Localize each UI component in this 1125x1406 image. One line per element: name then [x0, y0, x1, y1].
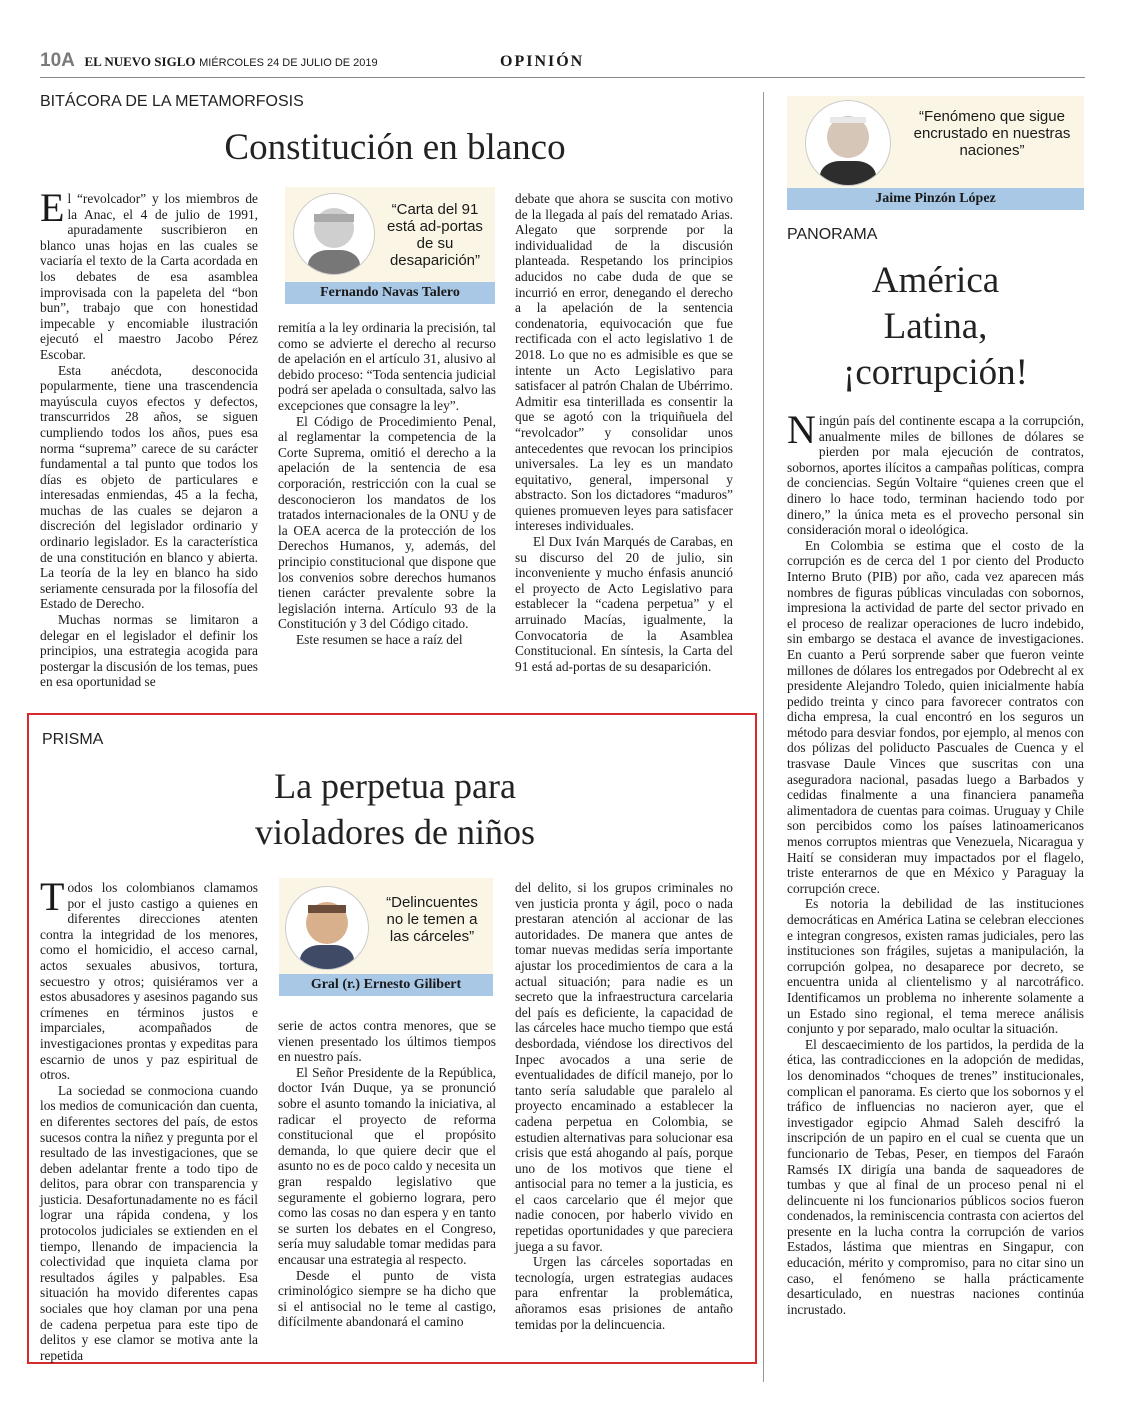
article3-title-line: América [871, 260, 1000, 301]
columnist-box [787, 96, 1084, 210]
paragraph: ingún país del continente escapa a la corrupción, anualmente miles de billones de dólares se pierden por mala ejecución de contratos, sobornos, aportes ilícitos a campañas políticas, compra de conciencias. Según Voltaire “quienes creen que el dinero lo hace todo, terminan haciendo todo por dinero,” la única meta es el provecho personal sin consideración moral o ideológica. [787, 413, 1084, 538]
article1-title: Constitución en blanco [224, 127, 566, 168]
header-divider [40, 77, 1085, 78]
paragraph: l “revolcador” y los miembros de la Anac, el 4 de julio de 1991, apuradamente suscribieron en blanco unas hojas en las cuales se vaciaría el texto de la Carta acordada en los debates de esa asamblea improvisada con la papeleta del “bon bun”, trabajo que con honestidad impecable y encomiable ilustración ejecutó el maestro Jacobo Pérez Escobar. [40, 191, 258, 362]
columnist-name: Fernando Navas Talero [285, 282, 495, 304]
article3-title [787, 258, 1084, 396]
drop-cap: N [787, 407, 816, 452]
paragraph: Este resumen se hace a raíz del [296, 631, 463, 647]
columnist-photo [805, 100, 891, 186]
paragraph: Muchas normas se limitaron a delegar en el legislador el definir los principios, una estrategia acogida para postergar la discusión de los temas, pues en esa oportunidad se [40, 612, 258, 690]
paragraph: del delito, si los grupos criminales no ven justicia pronta y ágil, poco o nada prestaran atención al accionar de las autoridades. De manera que antes de tomar nuevas medidas sería importante ajustar los procedimientos de cara a la actual situación; para nadie es un secreto que la infraestructura carcelaria del país es deficiente, la capacidad de las cárceles hace mucho tiempo que está desbordada, viéndose los directivos del Inpec avocados a una serie de eventualidades de difícil manejo, por lo tanto sería saludable que paralelo al proyecto encaminado a establecer la cadena perpetua en Colombia, se estudien alternativas para solucionar esa crisis que está ahogando al país, porque uno de los motivos que tiene el antisocial para no temer a la justicia, es el caos carcelario que él mejor que nadie conocen, por haberlo vivido en repetidas oportunidades y que pareciera juega a su favor. [515, 880, 733, 1254]
article3-title-line: ¡corrupción! [843, 352, 1028, 393]
paragraph: En Colombia se estima que el costo de la corrupción es de cerca del 1 por ciento del Producto Interno Bruto (PIB) por año, cada vez aparecen más nombres de figuras públicas vinculadas con sobornos, impresiona la actividad de parte del sector privado en el proceso de realizar operaciones de lucro indebido, sin embargo se destaca el avance de investigaciones. En cuanto a Perú sorprende saber que fueron veinte millones de dólares los entregados por Odebrecht al ex presidente Alejandro Toledo, quien inicialmente había pedido treinta y cinco para favorecer contratos con dicha empresa, la cual encontró en los seguros un método para desviar fondos, por ejemplo, al menos con dos pólizas del poliducto Pascuales de Cuenca y el trasvase Daule Vinces que suscritas con una aseguradora nacional, pasadas luego a Barbados y cedidas finalmente a una financiera panameña alimentadora de cuentas para coimas. Uruguay y Chile son percibidos como los países latinoamericanos menos corruptos mientras que Venezuela, Nicaragua y Haití se consideran muy impactados por el flagelo, triste enterarnos de que en México y Paraguay la corrupción crece. [787, 537, 1084, 896]
pull-quote: “Carta del 91 está ad-portas de su desaparición” [387, 201, 483, 269]
paragraph: odos los colombianos clamamos por el justo castigo a quienes en diferentes direcciones atenten contra la integridad de los menores, como el homicidio, el acceso carnal, actos sexuales abusivos, tortura, secuestro y otros; quisiéramos ver a estos abusadores y asesinos pagando sus crímenes en términos justos e imparciales, acompañados de investigaciones prontas y expeditas para escarnio de unos y paz espiritual de otros. [40, 880, 258, 1083]
article3-column [787, 407, 1084, 1317]
article2-title-line: La perpetua para [274, 766, 516, 806]
drop-cap: E [40, 185, 65, 230]
paragraph: El descaecimiento de los partidos, la perdida de la ética, las contradicciones en la adopción de medidas, los denominados “choques de trenes” institucionales, complican el panorama. Es cierto que los sobornos y el tráfico de influencias no nacieron ayer, que el investigador egipcio Ahmad Saleh descifró la inscripción de un papiro en el cual se cuenta que un funcionario de Tebas, Peser, en tiempos del Faraón Ramsés IX dirigía una banda de saqueadores de tumbas y que al final de un proceso penal ni el delincuente ni los funcionarios públicos socios fueron condenados, la reminiscencia contrasta con aciertos del presente en la lucha contra la corrupción de varios Estados, lástima que mientras en Singapur, con educación, mérito y compromiso, para no citar sino un caso, el fenómeno se halla prácticamente desarticulado, en nuestras naciones continúa incrustado. [787, 1036, 1084, 1317]
page-header [40, 50, 378, 72]
article1-column-1 [40, 185, 258, 690]
column-divider [763, 92, 764, 1382]
columnist-name: Gral (r.) Ernesto Gilibert [279, 974, 493, 996]
pull-quote: “Fenómeno que sigue encrustado en nuestras naciones” [913, 108, 1071, 159]
article1-column-2 [278, 320, 496, 647]
article2-title-line: violadores de niños [255, 812, 535, 852]
paragraph: Es notoria la debilidad de las instituciones democráticas en América Latina se celebran elecciones e integran congresos, existen ramas judiciales, pero las instituciones son frágiles, sujetas a manipulación, la corrupción golpea, no desaparece por decreto, se encuentra unida al clientelismo y al narcotráfico. Identificamos un problema no inherente solamente a un Estado sino regional, el tema merece análisis conjunto y por separado, malo ocultar la situación. [787, 896, 1084, 1037]
columnist-photo [293, 193, 375, 275]
section-title: OPINIÓN [500, 53, 585, 70]
paragraph: El Código de Procedimiento Penal, al reglamentar la competencia de la Corte Suprema, omitió el derecho a la apelación de la sentencia de esa corporación, restricción con la cual se desconocieron los mandatos de los tratados internacionales de la ONU y de la OEA acerca de la protección de los Derechos Humanos, y, además, del principio constitucional que dispone que los convenios sobre derechos humanos tienen carácter prevalente sobre la legislación interna. Artículo 93 de la Constitución y 3 del Código citado. [278, 413, 496, 632]
issue-date: MIÉRCOLES 24 DE JULIO DE 2019 [199, 57, 378, 69]
article2-column-3 [515, 880, 733, 1332]
article2-column-1 [40, 874, 258, 1363]
article1-column-3 [515, 191, 733, 674]
article1-kicker: BITÁCORA DE LA METAMORFOSIS [40, 93, 304, 110]
paragraph: Esta anécdota, desconocida popularmente, tiene una trascendencia mayúscula cuyos efectos y defectos, transcurridos 28 años, se siguen cumpliendo todos los años, pues esa norma “suprema” carece de su carácter fundamental a tal punto que todos los días es objeto de particulares e interesadas enmiendas, 45 a la fecha, muchas de las cuales se dejaron a discreción del legislador ordinario y ordinario legislador. Es la característica de una constitución en blanco y abierta. La teoría de la ley en blanco ha sido seriamente censurada por la filosofía del Estado de Derecho. [40, 362, 258, 612]
columnist-photo [285, 886, 369, 970]
paragraph: Urgen las cárceles soportadas en tecnología, urgen estrategias audaces para enfrentar la problemática, añoramos esas prisiones de antaño temidas por la delincuencia. [515, 1254, 733, 1332]
paragraph: El Dux Iván Marqués de Carabas, en su discurso del 20 de julio, sin inconveniente y mucho énfasis anunció el proyecto de Acto Legislativo para establecer la “cadena perpetua” y el arruinado Macías, igualmente, la Convocatoria de la Asamblea Constitucional. En síntesis, la Carta del 91 está ad-portas de su desaparición. [515, 534, 733, 674]
paragraph: remitía a la ley ordinaria la precisión, tal como se advierte el derecho al recurso de apelación en el artículo 31, alusivo al debido proceso: “Toda sentencia judicial podrá ser apelada o consultada, salvo las excepciones que consagre la ley”. [278, 320, 496, 413]
article2-column-2 [278, 1018, 496, 1330]
article2-title [40, 763, 750, 855]
columnist-box [279, 878, 493, 996]
columnist-name: Jaime Pinzón López [787, 188, 1084, 210]
pull-quote: “Delincuentes no le temen a las cárceles” [386, 894, 478, 945]
drop-cap: T [40, 874, 65, 919]
page-number: 10A [40, 50, 75, 71]
article2-kicker: PRISMA [42, 731, 104, 748]
article3-kicker: PANORAMA [787, 226, 878, 243]
newspaper-name: EL NUEVO SIGLO [84, 54, 196, 69]
columnist-box [285, 187, 495, 304]
paragraph: serie de actos contra menores, que se vienen presentado los últimos tiempos en nuestro país. [278, 1018, 496, 1065]
paragraph: El Señor Presidente de la República, doctor Iván Duque, ya se pronunció sobre el asunto tomando la iniciativa, al radicar el proyecto de reforma constitucional que el propósito demanda, lo que quiere decir que el asunto no es de poco caldo y necesita un gran respaldo legislativo que seguramente el gobierno lograra, pero como las cosas no dan espera y en tanto se surten los debates en el Congreso, sería muy saludable tomar medidas para encausar una estrategia al respecto. [278, 1064, 496, 1267]
paragraph: debate que ahora se suscita con motivo de la llegada al país del rematado Arias. Alegato que sorprende por la individualidad de la discusión planteada. Respetando los principios aducidos no cabe duda de que se incurrió en error, denegando el derecho a la apelación de la sentencia condenatoria, equivocación que fue rectificada con el acto legislativo 1 de 2018. Lo que no es admisible es que se intente un Acto Legislativo para satisfacer al patrón Chalan de Ubérrimo. Admitir esa tinterillada es consentir la que se agotó con la triquiñuela del “revolcador” y consolidar unos antecedentes que revocan los principios universales. La ley es un mandato equitativo, general, impersonal y abstracto. Son los dictadores “maduros” quienes promueven leyes para satisfacer intereses individuales. [515, 191, 733, 534]
article3-title-line: Latina, [883, 306, 988, 347]
paragraph: Desde el punto de vista criminológico siempre se ha dicho que si el antisocial no le teme al castigo, difícilmente abandonará el camino [278, 1267, 496, 1330]
paragraph: La sociedad se conmociona cuando los medios de comunicación dan cuenta, en diferentes sectores del país, de estos sucesos contra la niñez y pregunta por el resultado de las investigaciones, que se deben adelantar frente a todo tipo de delitos, para obrar con transparencia y justicia. Desafortunadamente no es fácil lograr una rápida condena, y los protocolos judiciales se extienden en el tiempo, llenando de impaciencia la colectividad que inquieta clama por resultados ágiles y palpables. Esa situación ha movido diferentes capas sociales que hoy claman por una pena de cadena perpetua para este tipo de delitos y ese clamor se motiva ante la repetida [40, 1082, 258, 1363]
